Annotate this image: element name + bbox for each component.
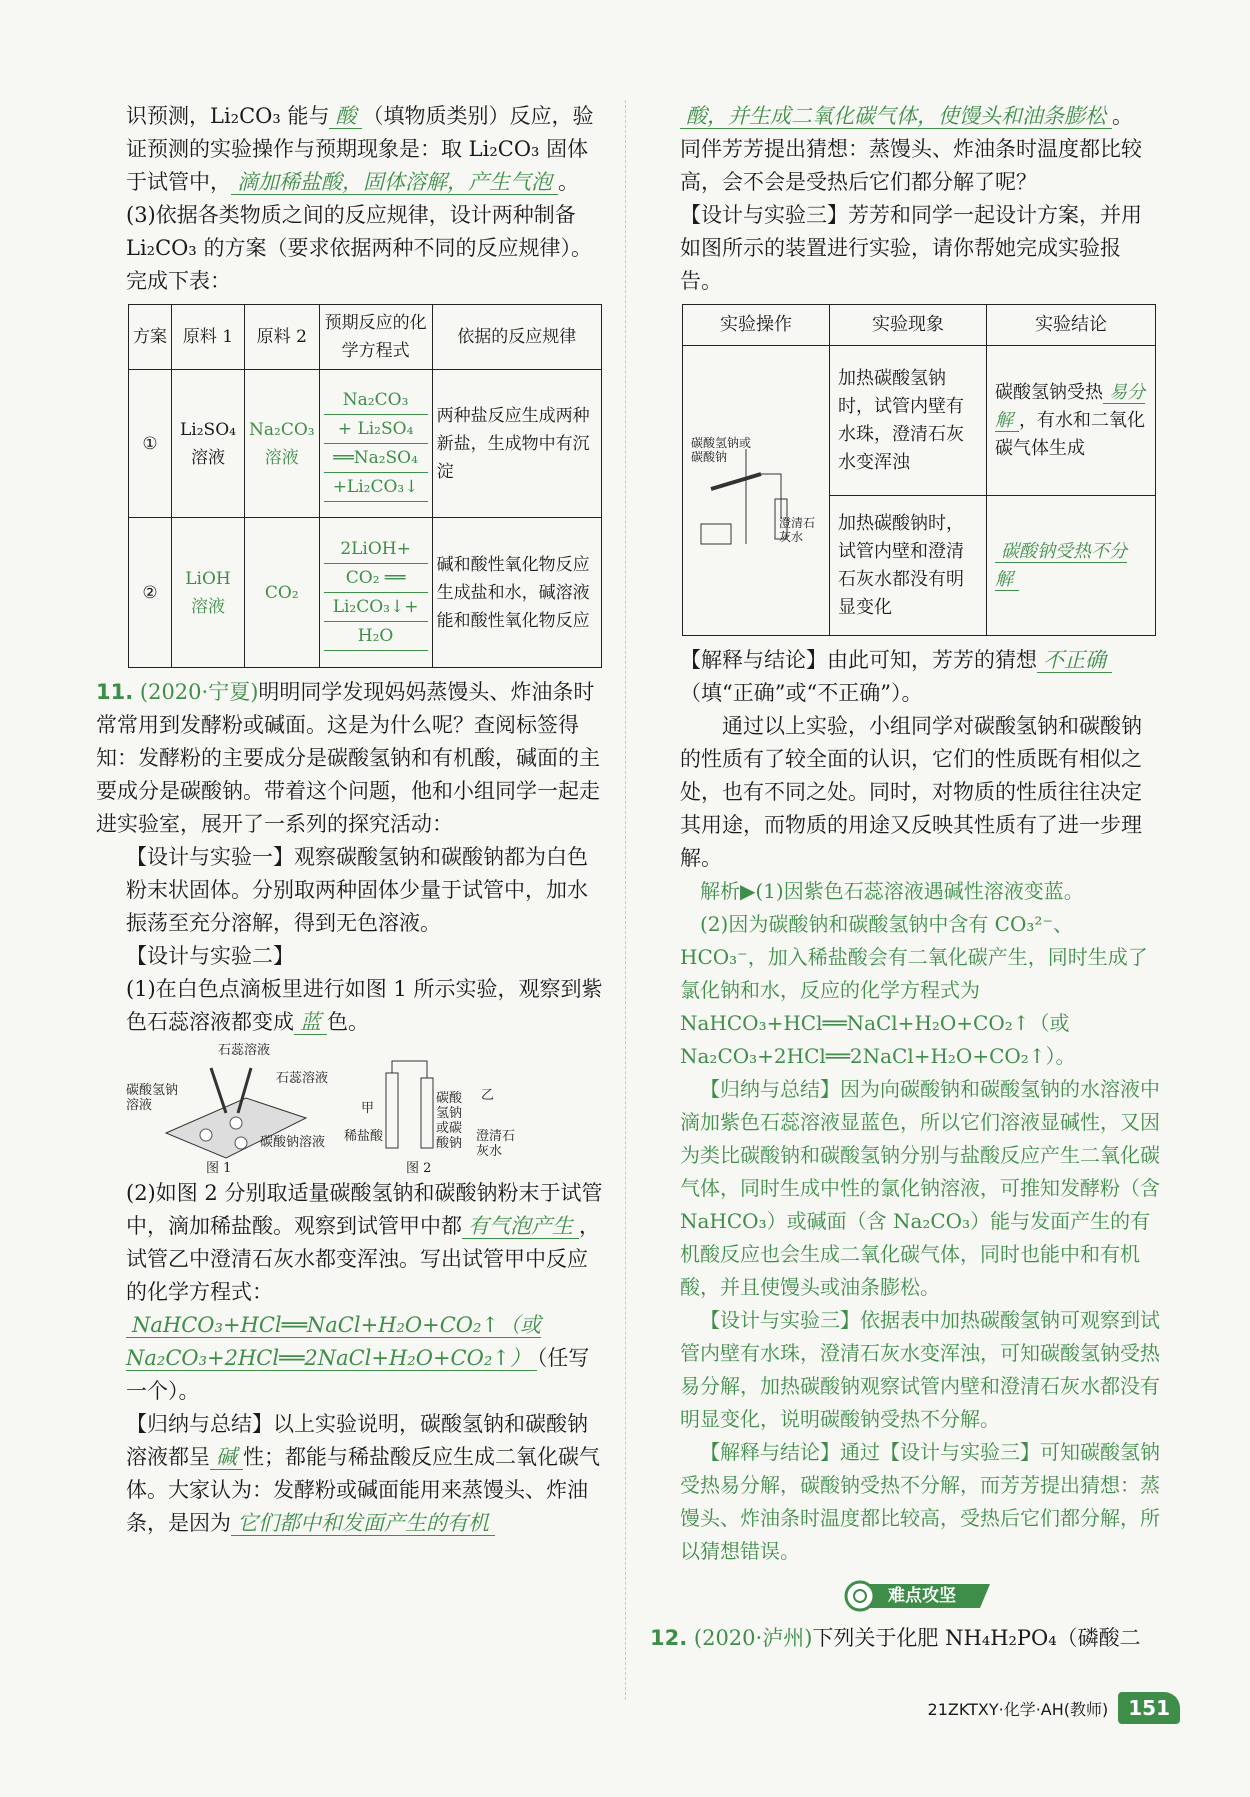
conclusion-paragraph: 通过以上实验，小组同学对碳酸氢钠和碳酸钠的性质有了较全面的认识，它们的性质既有相似之处，也有不同之处。同时，对物质的性质往往决定其用途，而物质的用途又反映其性质有了进一步理解。 (680, 714, 1142, 870)
equation-cell: 2LiOH+ CO₂ ══ Li₂CO₃↓+ H₂O (319, 518, 432, 668)
header-rule: 依据的反应规律 (432, 305, 601, 370)
prediction-paragraph: 识预测，Li₂CO₃ 能与 酸 （填物质类别）反应，验证预测的实验操作与预期现象是：取 Li₂CO₃ 固体于试管中， 滴加稀盐酸，固体溶解，产生气泡 。 (126, 104, 594, 194)
header-material-1: 原料 1 (172, 305, 245, 370)
section-banner: 难点攻坚 (840, 1578, 1000, 1614)
answer-incorrect: 不正确 (1037, 648, 1112, 673)
header-material-2: 原料 2 (245, 305, 320, 370)
plan-table-header (129, 305, 602, 370)
answer-no-decompose: 碳酸钠受热不分解 (995, 540, 1127, 590)
book-code: 21ZKTXY·化学·AH(教师) (927, 1699, 1109, 1719)
answer-decompose: 易分解 (995, 381, 1145, 431)
page-number: 151 (1118, 1692, 1180, 1724)
answer-alkaline: 碱 (210, 1445, 243, 1470)
analysis-section: 解析▶(1)因紫色石蕊溶液遇碱性溶液变蓝。 (2)因为碳酸钠和碳酸氢钠中含有 CO₃²⁻、HCO₃⁻，加入稀盐酸会有二氧化碳产生，同时生成了氯化钠和水，反应的化学方程式为 NaHCO₃+HCl══NaCl+H₂O+CO₂↑（或 Na₂CO₃+2HCl══2NaCl+H₂O+CO₂↑）。 【归纳与总结】因为向碳酸钠和碳酸氢钠的水溶液中滴加紫色石蕊溶液显蓝色，所以它们溶液显碱性，又因为类比碳酸钠和碳酸氢钠分别与盐酸反应产生二氧化碳气体，同时生成中性的氯化钠溶液，可推知发酵粉（含 NaHCO₃）或碱面（含 Na₂CO₃）能与发面产生的有机酸反应也会生成二氧化碳气体，同时也能中和有机酸，并且使馒头或油条膨松。 【设计与实验三】依据表中加热碳酸氢钠可观察到试管内壁有水珠，澄清石灰水变浑浊，可知碳酸氢钠受热易分解，加热碳酸钠观察试管内壁和澄清石灰水都没有明显变化，说明碳酸钠受热不分解。 【解释与结论】通过【设计与实验三】可知碳酸氢钠受热易分解，碳酸钠受热不分解，而芳芳提出猜想：蒸馒头、炸油条时温度都比较高，受热后它们都分解，所以猜想错误。 (680, 879, 1160, 1563)
apparatus-cell: 碳酸氢钠或碳酸钠 澄清石灰水 (683, 346, 830, 636)
left-column (96, 100, 606, 1540)
answer-equation: NaHCO₃+HCl══NaCl+H₂O+CO₂↑（或 Na₂CO₃+2HCl══2NaCl+H₂O+CO₂↑） (126, 1313, 542, 1370)
answer-blue: 蓝 (294, 1010, 327, 1035)
right-column (650, 100, 1160, 1655)
answer-reason: 它们都中和发面产生的有机 (231, 1511, 495, 1536)
question-3: (3)依据各类物质之间的反应规律，设计两种制备 Li₂CO₃ 的方案（要求依据两种不同的反应规律）。完成下表： (126, 203, 592, 293)
figure-1-2: 石蕊溶液 石蕊溶液 碳酸氢钠溶液 碳酸钠溶液 图 1 甲 稀盐酸 碳酸氢钠或碳酸钠 乙 澄清石灰水 图 2 (126, 1043, 606, 1173)
explanation-paragraph: 【解释与结论】由此可知，芳芳的猜想 不正确（填“正确”或“不正确”）。 (680, 644, 1160, 710)
answer-operation: 滴加稀盐酸，固体溶解，产生气泡 (231, 170, 558, 195)
table-row: 碳酸氢钠或碳酸钠 澄清石灰水 加热碳酸氢钠时，试管内壁有水珠，澄清石灰水变浑浊 碳酸氢钠受热 易分解 ，有水和二氧化碳气体生成 (683, 346, 1156, 496)
question-source: (2020·宁夏) (139, 680, 259, 704)
table-row: ① Li₂SO₄ 溶液 Na₂CO₃ 溶液 Na₂CO₃ + Li₂SO₄ ══Na₂SO₄ +Li₂CO₃↓ 两种盐反应生成两种新盐，生成物中有沉淀 (129, 370, 602, 518)
experiment-3: 【设计与实验三】芳芳和同学一起设计方案，并用如图所示的装置进行实验，请你帮她完成实验报告。 (680, 203, 1142, 293)
experiment-1: 【设计与实验一】观察碳酸氢钠和碳酸钠都为白色粉末状固体。分别取两种固体少量于试管中，加水振荡至充分溶解，得到无色溶液。 (126, 845, 588, 935)
experiment-2-title: 【设计与实验二】 (126, 944, 294, 968)
reason-continued: 酸，并生成二氧化碳气体，使馒头和油条膨松 。 (680, 100, 1160, 133)
question-12: 12. (2020·泸州)下列关于化肥 NH₄H₂PO₄（磷酸二 (650, 1626, 1141, 1650)
report-table-header: 实验操作 实验现象 实验结论 (683, 305, 1156, 346)
question-number: 11. (96, 680, 134, 704)
plan-table (128, 304, 602, 668)
equation-cell: Na₂CO₃ + Li₂SO₄ ══Na₂SO₄ +Li₂CO₃↓ (319, 370, 432, 518)
experiment-2-part-2: (2)如图 2 分别取适量碳酸氢钠和碳酸钠粉末于试管中，滴加稀盐酸。观察到试管甲中都 有气泡产生 ，试管乙中澄清石灰水都变浑浊。写出试管甲中反应的化学方程式：NaHCO₃+HCl══NaCl+H₂O+CO₂↑（或 Na₂CO₃+2HCl══2NaCl+H₂O+CO₂↑） （任写一个）。 (126, 1181, 603, 1403)
answer-acid: 酸 (329, 104, 362, 129)
column-divider (625, 100, 626, 1700)
report-table (682, 304, 1156, 636)
header-plan: 方案 (129, 305, 172, 370)
table-row: 加热碳酸钠时，试管内壁和澄清石灰水都没有明显变化 碳酸钠受热不分解 (683, 496, 1156, 636)
experiment-2-part-1: (1)在白色点滴板里进行如图 1 所示实验，观察到紫色石蕊溶液都变成 蓝 色。 (126, 977, 603, 1034)
table-row: ② LiOH 溶液 CO₂ 2LiOH+ CO₂ ══ Li₂CO₃↓+ H₂O 碱和酸性氧化物反应生成盐和水，碱溶液能和酸性氧化物反应 (129, 518, 602, 668)
question-11: 11. (2020·宁夏)明明同学发现妈妈蒸馒头、炸油条时常常用到发酵粉或碱面。这是为什么呢？查阅标签得知：发酵粉的主要成分是碳酸氢钠和有机酸，碱面的主要成分是碳酸钠。带着这个问题，他和小组同学一起走进实验室，展开了一系列的探究活动： (96, 680, 600, 836)
header-equation: 预期反应的化学方程式 (319, 305, 432, 370)
guess-paragraph: 同伴芳芳提出猜想：蒸馒头、炸油条时温度都比较高，会不会是受热后它们都分解了呢？ (680, 137, 1142, 194)
summary-paragraph: 【归纳与总结】以上实验说明，碳酸氢钠和碳酸钠溶液都呈 碱 性；都能与稀盐酸反应生成二氧化碳气体。大家认为：发酵粉或碱面能用来蒸馒头、炸油条，是因为 它们都中和发面产生的有机 (126, 1412, 600, 1535)
answer-bubbles: 有气泡产生 (462, 1214, 579, 1239)
page-footer (928, 1692, 1180, 1724)
